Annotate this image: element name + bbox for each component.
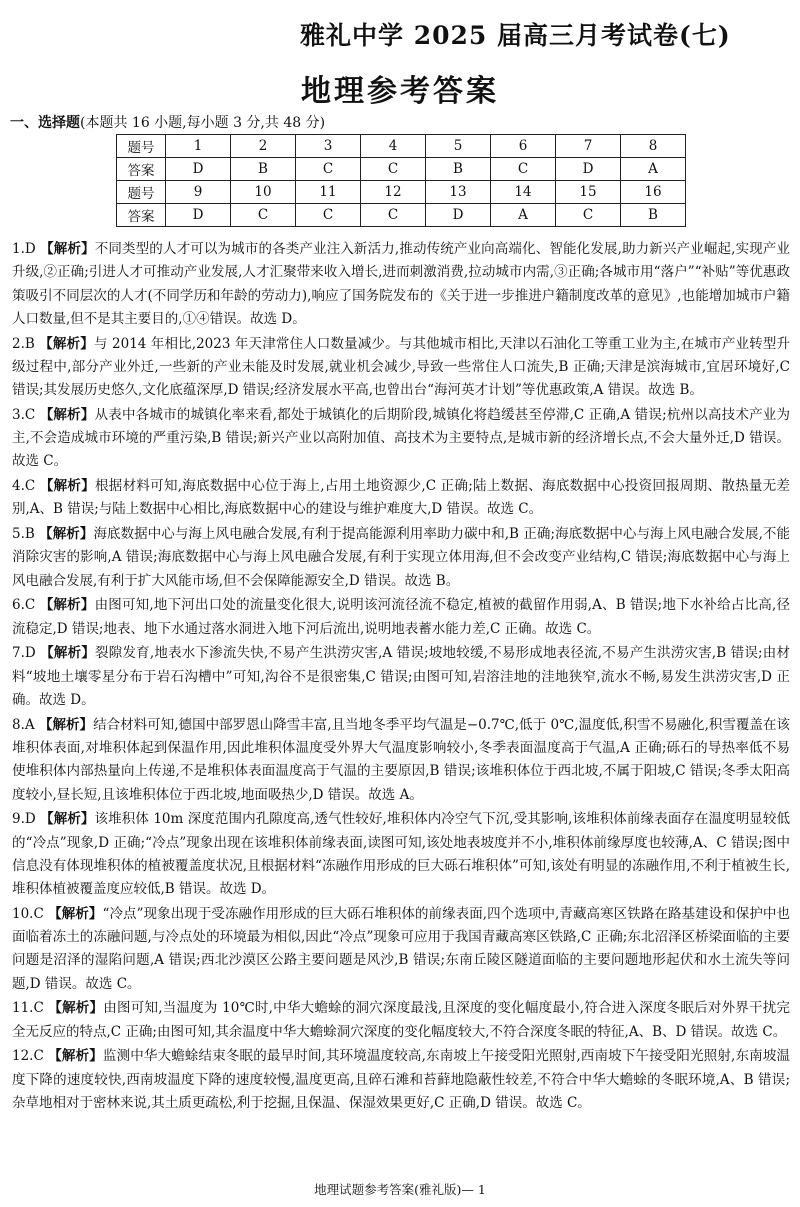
table-cell: 11 xyxy=(296,181,361,204)
table-cell: D xyxy=(426,204,491,227)
document-title: 地理参考答案 xyxy=(301,74,499,109)
item-number: 4.C xyxy=(12,478,36,495)
table-cell: 8 xyxy=(621,135,686,158)
table-cell: B xyxy=(426,158,491,181)
explanation-item xyxy=(12,808,790,901)
explanation-item xyxy=(12,594,790,641)
table-cell: A xyxy=(491,204,556,227)
table-cell: 16 xyxy=(621,181,686,204)
table-cell: C xyxy=(296,158,361,181)
table-row xyxy=(117,204,686,227)
analysis-tag: 【解析】 xyxy=(48,1048,103,1065)
analysis-tag: 【解析】 xyxy=(40,241,95,257)
analysis-tag: 【解析】 xyxy=(39,335,94,352)
item-text: 不同类型的人才可以为城市的各类产业注入新活力,推动传统产业向高端化、智能化发展,助力新兴产业崛起,实现产业升级,②正确;引进人才可推动产业发展,人才汇聚带来收入增长,进而刺激消费,拉动城市内需,③正确;各城市用“落户”“补贴”等优惠政策吸引不同层次的人才(不同学历和年龄的劳动力),响应了国务院发布的《关于进一步推进户籍制度改革的意见》,也能增加城市户籍人口数量,但不是其主要目的,①④错误。故选 D。 xyxy=(12,241,791,327)
table-cell: 题号 xyxy=(117,181,166,204)
analysis-tag: 【解析】 xyxy=(39,478,95,495)
analysis-tag: 【解析】 xyxy=(38,716,94,733)
item-text: 根据材料可知,海底数据中心位于海上,占用土地资源少,C 正确;陆上数据、海底数据中心投资回报周期、散热量无差别,A、B 错误;与陆上数据中心相比,海底数据中心的建设与维护难度大,D 错误。故选 C。 xyxy=(12,478,791,518)
table-cell: 题号 xyxy=(117,135,166,158)
table-cell: 3 xyxy=(296,135,361,158)
table-cell: D xyxy=(556,158,621,181)
page-footer: 地理试题参考答案(雅礼版)— 1 xyxy=(314,1182,486,1197)
item-text: 由图可知,当温度为 10℃时,中华大蟾蜍的洞穴深度最浅,且深度的变化幅度最小,符合进入深度冬眠后对外界干扰完全无反应的特点,C 正确;由图可知,其余温度中华大蟾蜍洞穴深度的变化幅度较大,不符合深度冬眠的特征,A、B、D 错误。故选 C。 xyxy=(12,1000,791,1040)
table-cell: 9 xyxy=(166,181,231,204)
item-number: 1.D xyxy=(12,241,36,257)
table-cell: 2 xyxy=(231,135,296,158)
item-text: 监测中华大蟾蜍结束冬眠的最早时间,其环境温度较高,东南坡上午接受阳光照射,西南坡下午接受阳光照射,东南坡温度下降的速度较快,西南坡温度下降的速度较慢,温度更高,且碎石滩和苔藓地隐蔽性较差,不符合中华大蟾蜍的冬眠环境,A、B 错误;杂草地相对于密林来说,其土质更疏松,利于挖掘,且保温、保湿效果更好,C 正确,D 错误。故选 C。 xyxy=(12,1048,790,1111)
table-cell: 6 xyxy=(491,135,556,158)
item-text: 从表中各城市的城镇化率来看,都处于城镇化的后期阶段,城镇化将趋缓甚至停滞,C 正确,A 错误;杭州以高技术产业为主,不会造成城市环境的严重污染,B 错误;新兴产业以高附加值、高技术为主要特点,是城市新的经济增长点,不会大量外迁,D 错误。故选 C。 xyxy=(12,406,791,470)
table-cell: C xyxy=(296,204,361,227)
item-number: 6.C xyxy=(12,597,36,614)
analysis-tag: 【解析】 xyxy=(48,905,103,922)
table-cell: 14 xyxy=(491,181,556,204)
item-text: 结合材料可知,德国中部罗恩山降雪丰富,且当地冬季平均气温是−0.7℃,低于 0℃,温度低,积雪不易融化,积雪覆盖在该堆积体表面,对堆积体起到保温作用,因此堆积体温度受外界大气温度影响较小,冬季表面温度高于气温,A 正确;砾石的导热率低不易使堆积体内部热量向上传递,不是堆积体表面温度高于气温的主要原因,B 错误;该堆积体位于西北坡,不属于阳坡,C 错误;冬季太阳高度较小,昼长短,且该堆积体位于西北坡,地面吸热少,D 错误。故选 A。 xyxy=(12,716,791,803)
table-cell: D xyxy=(166,204,231,227)
table-row xyxy=(117,135,686,158)
explanation-item xyxy=(12,1045,790,1115)
item-number: 2.B xyxy=(12,335,35,352)
item-number: 10.C xyxy=(12,905,44,922)
table-cell: 12 xyxy=(361,181,426,204)
table-cell: 答案 xyxy=(117,158,166,181)
table-cell: 15 xyxy=(556,181,621,204)
explanation-item xyxy=(12,333,790,403)
table-cell: 7 xyxy=(556,135,621,158)
table-row xyxy=(117,181,686,204)
explanation-list xyxy=(12,238,790,1117)
analysis-tag: 【解析】 xyxy=(40,645,96,662)
table-cell: C xyxy=(231,204,296,227)
answer-table xyxy=(116,134,686,227)
table-cell: A xyxy=(621,158,686,181)
item-number: 5.B xyxy=(12,526,35,543)
table-row xyxy=(117,158,686,181)
table-cell: 13 xyxy=(426,181,491,204)
item-number: 12.C xyxy=(12,1048,44,1065)
explanation-item xyxy=(12,903,790,996)
item-number: 8.A xyxy=(12,716,35,733)
item-number: 7.D xyxy=(12,645,36,662)
analysis-tag: 【解析】 xyxy=(40,811,95,828)
table-cell: 10 xyxy=(231,181,296,204)
explanation-item xyxy=(12,475,790,522)
section-heading xyxy=(10,112,325,132)
table-cell: 5 xyxy=(426,135,491,158)
item-number: 3.C xyxy=(12,406,36,423)
table-cell: B xyxy=(231,158,296,181)
table-cell: C xyxy=(361,204,426,227)
table-cell: C xyxy=(556,204,621,227)
item-number: 11.C xyxy=(12,1000,44,1017)
table-cell: 答案 xyxy=(117,204,166,227)
table-cell: C xyxy=(491,158,556,181)
item-text: “冷点”现象出现于受冻融作用形成的巨大砾石堆积体的前缘表面,四个选项中,青藏高寒区铁路在路基建设和保护中也面临着冻土的冻融问题,与冷点处的环境最为相似,因此“冷点”现象可应用于我国青藏高寒区铁路,C 正确;东北沼泽区桥梁面临的主要问题是沼泽的湿陷问题,A 错误;西北沙漠区公路主要问题是风沙,B 错误;东南丘陵区隧道面临的主要问题地形起伏和水土流失等问题,D 错误。故选 C。 xyxy=(12,905,791,992)
explanation-item xyxy=(12,997,790,1044)
section-label: 一、选择题 xyxy=(10,115,80,131)
item-text: 与 2014 年相比,2023 年天津常住人口数量减少。与其他城市相比,天津以石油化工等重工业为主,在城市产业转型升级过程中,部分产业外迁,一些新的产业未能及时发展,就业机会减少,导致一些常住人口流失,B 正确;天津是滨海城市,宜居环境好,C 错误;其发展历史悠久,文化底蕴深厚,D 错误;经济发展水平高,也曾出台“海河英才计划”等优惠政策,A 错误。故选 B。 xyxy=(12,335,790,399)
explanation-item xyxy=(12,523,790,593)
explanation-item xyxy=(12,714,790,807)
analysis-tag: 【解析】 xyxy=(39,406,95,423)
table-cell: C xyxy=(361,158,426,181)
section-note: (本题共 16 小题,每小题 3 分,共 48 分) xyxy=(80,115,326,131)
explanation-item xyxy=(12,642,790,712)
explanation-item xyxy=(12,404,790,474)
analysis-tag: 【解析】 xyxy=(48,1000,104,1017)
item-text: 由图可知,地下河出口处的流量变化很大,说明该河流径流不稳定,植被的截留作用弱,A、B 错误;地下水补给占比高,径流稳定,D 错误;地表、地下水通过落水洞进入地下河后流出,说明地表蓄水能力差,C 正确。故选 C。 xyxy=(12,597,791,637)
table-cell: 4 xyxy=(361,135,426,158)
explanation-item xyxy=(12,238,790,331)
table-cell: D xyxy=(166,158,231,181)
item-text: 裂隙发育,地表水下渗流失快,不易产生洪涝灾害,A 错误;坡地较缓,不易形成地表径流,不易产生洪涝灾害,B 错误;由材料“坡地土壤零星分布于岩石沟槽中”可知,沟谷不是很密集,C 错误;由图可知,岩溶洼地的洼地狭窄,流水不畅,易发生洪涝灾害,D 正确。故选 D。 xyxy=(12,645,790,708)
item-text: 该堆积体 10m 深度范围内孔隙度高,透气性较好,堆积体内冷空气下沉,受其影响,该堆积体前缘表面存在温度明显较低的“冷点”现象,D 正确;“冷点”现象出现在该堆积体前缘表面,读图可知,该处地表坡度并不小,堆积体前缘厚度也较薄,A、C 错误;图中信息没有体现堆积体的植被覆盖度状况,且根据材料“冻融作用形成的巨大砾石堆积体”可知,该处有明显的冻融作用,不利于植被生长,堆积体植被覆盖度应较低,B 错误。故选 D。 xyxy=(12,811,791,898)
table-cell: 1 xyxy=(166,135,231,158)
analysis-tag: 【解析】 xyxy=(39,526,94,543)
item-text: 海底数据中心与海上风电融合发展,有利于提高能源利用率助力碳中和,B 正确;海底数据中心与海上风电融合发展,不能消除灾害的影响,A 错误;海底数据中心与海上风电融合发展,有利于实现立体用海,但不会改变产业结构,C 错误;海底数据中心与海上风电融合发展,有利于扩大风能市场,但不会保障能源安全,D 错误。故选 B。 xyxy=(12,526,790,589)
table-cell: B xyxy=(621,204,686,227)
item-number: 9.D xyxy=(12,811,36,828)
analysis-tag: 【解析】 xyxy=(39,597,95,614)
school-exam-title: 雅礼中学 2025 届高三月考试卷(七) xyxy=(300,21,731,50)
